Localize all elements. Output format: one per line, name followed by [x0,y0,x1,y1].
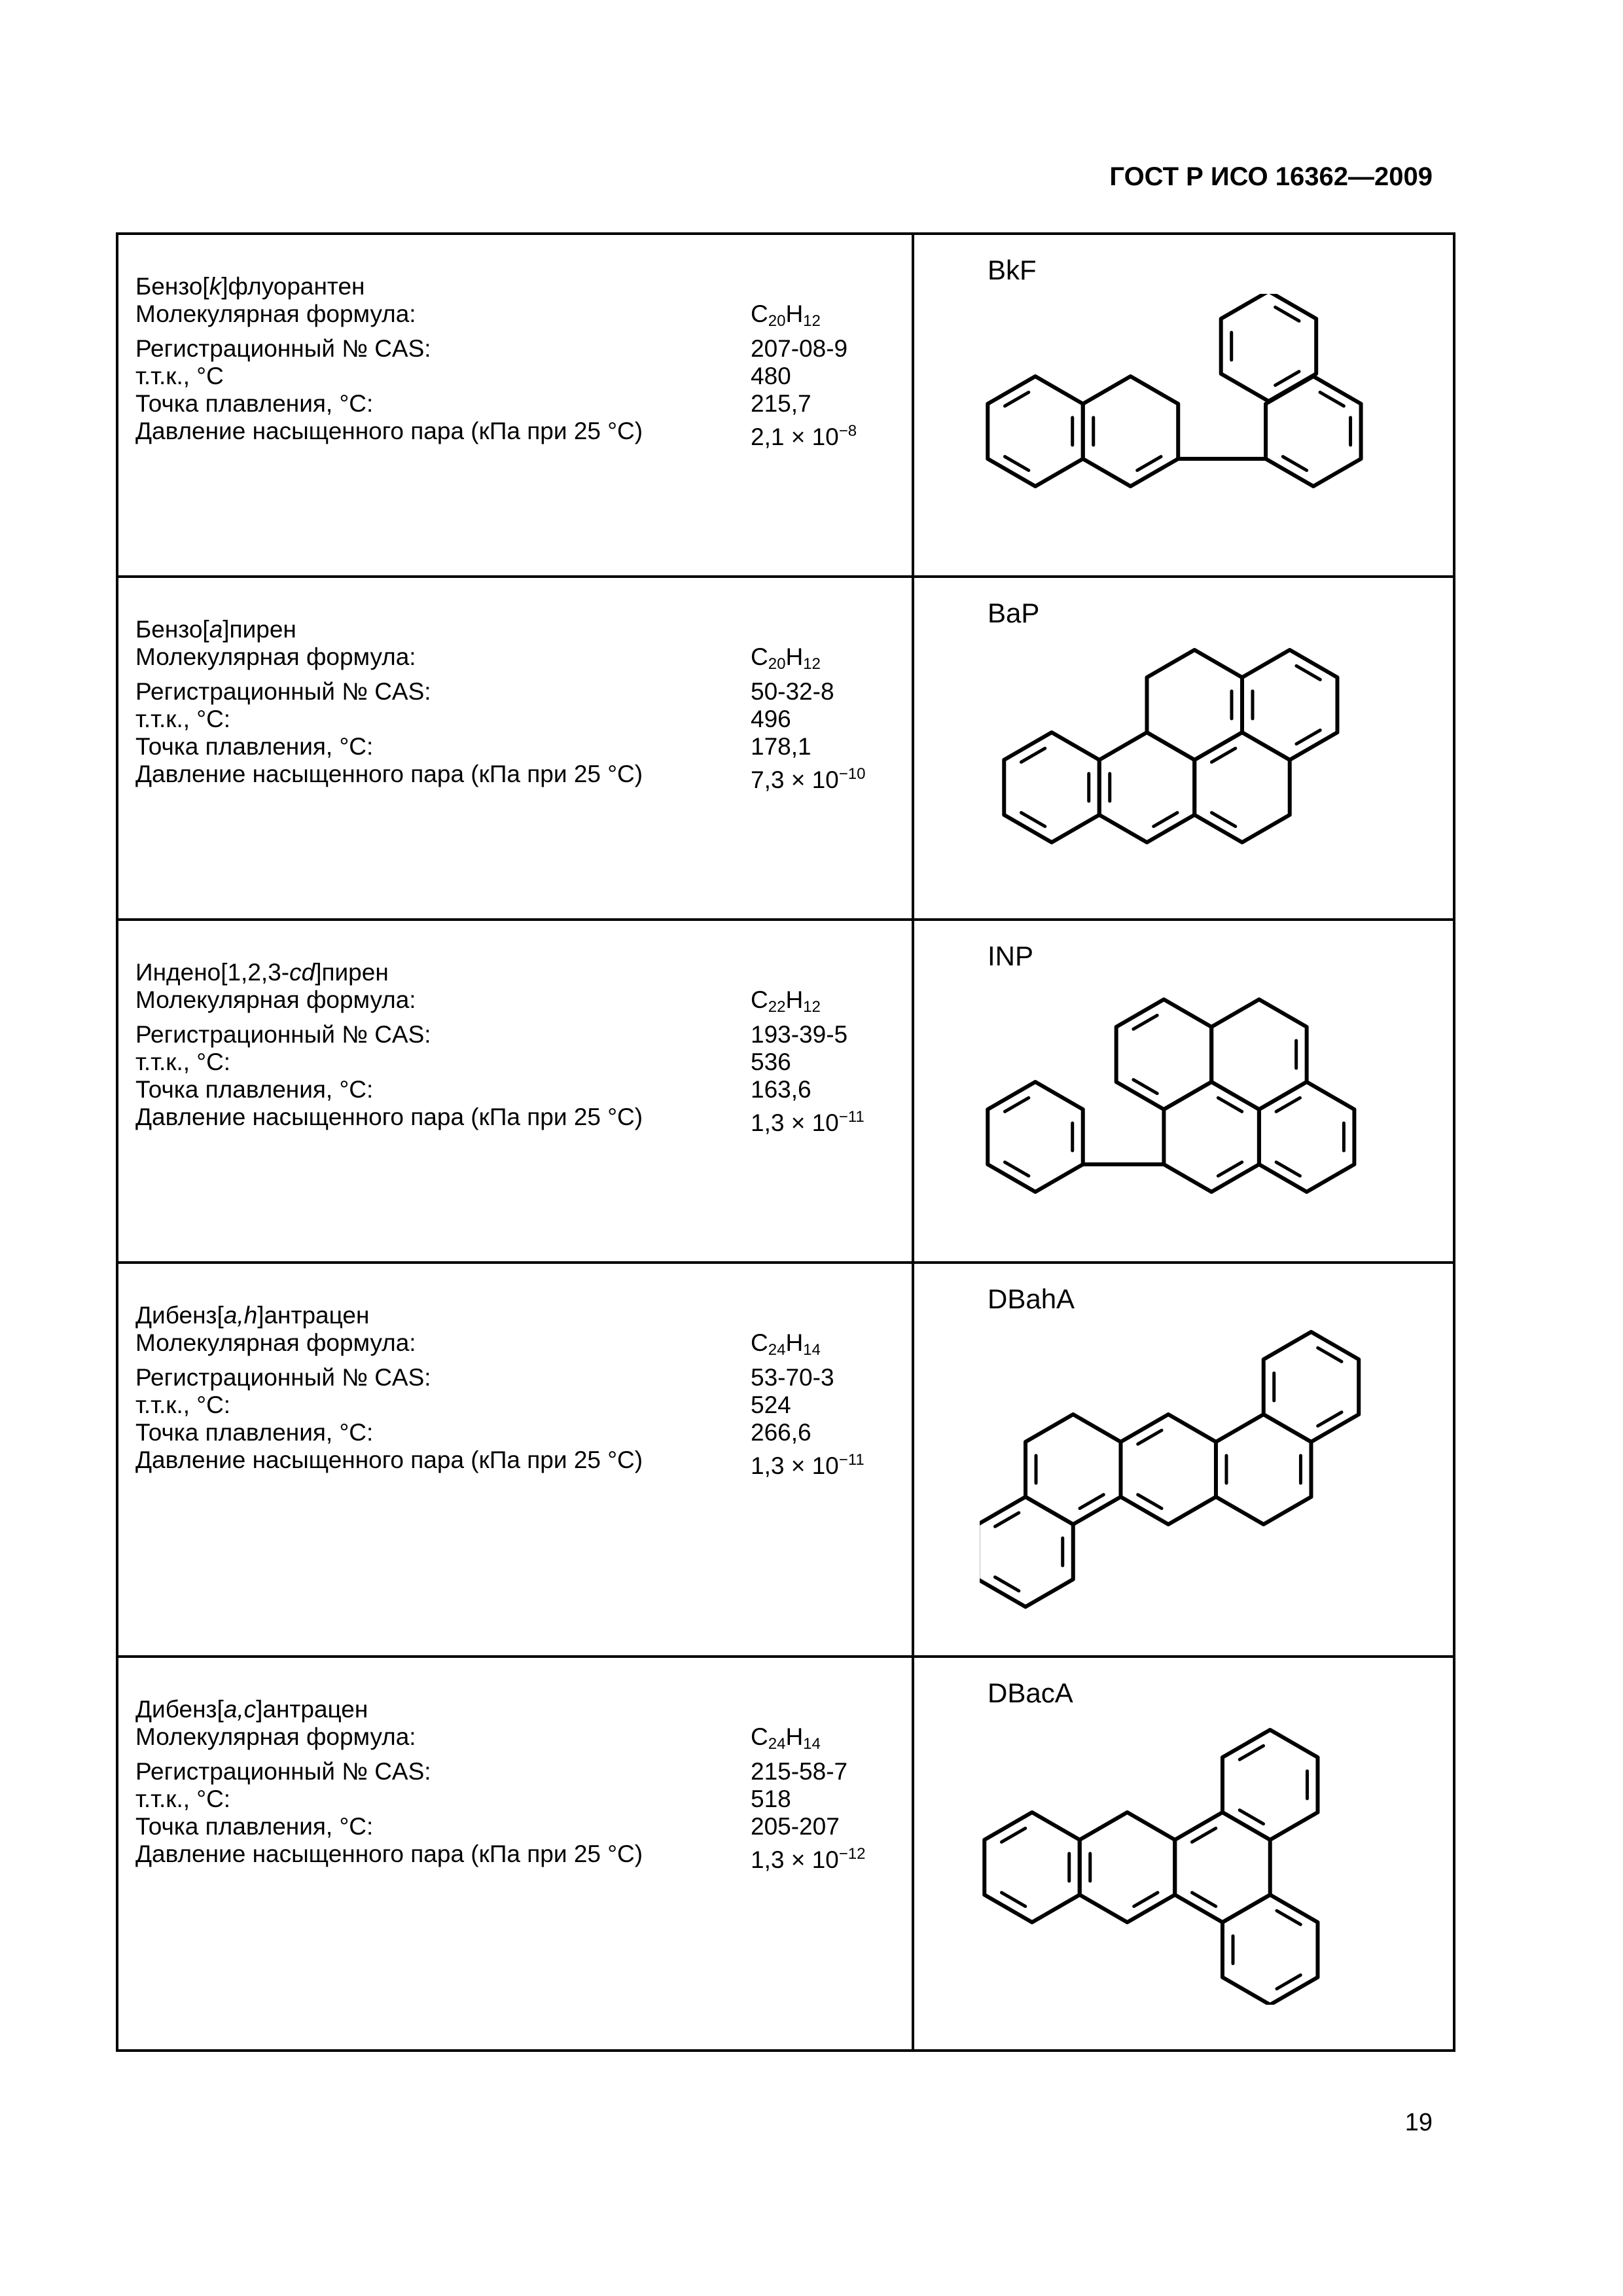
benzene-ring [1004,732,1099,842]
compound-row [117,1263,1454,1657]
melting-point-value: 178,1 [751,733,812,760]
benzene-ring [984,1812,1079,1922]
cas-label: Регистрационный № CAS: [135,335,431,362]
double-bond [1154,813,1177,827]
melting-point-label: Точка плавления, °С: [135,1419,374,1446]
compound-name: Дибенз[a,c]антрацен [135,1696,368,1723]
double-bond [1001,1828,1025,1842]
compound-row [117,920,1454,1263]
benzene-ring [1175,1812,1270,1922]
double-bond [995,1577,1018,1591]
vapor-pressure-label: Давление насыщенного пара (кПа при 25 °С) [135,1103,643,1130]
molecule-structure [980,1323,1451,1611]
formula-label: Молекулярная формула: [135,986,416,1013]
compound-name: Дибенз[a,h]антрацен [135,1302,370,1329]
formula-value: $C_{20}H_{12}$ [751,300,821,330]
benzene-ring [1147,650,1241,760]
formula-value: $C_{24}H_{14}$ [751,1329,821,1359]
structure-cell [913,920,1454,1263]
double-bond [1133,1015,1157,1029]
properties-cell [117,920,913,1263]
melting-point-label: Точка плавления, °С: [135,1813,374,1840]
compound-name: Индено[1,2,3-cd]пирен [135,959,389,986]
benzene-ring [1211,999,1306,1109]
double-bond [1005,457,1028,471]
boiling-point-value: 496 [751,706,791,732]
properties-cell [117,234,913,577]
formula-value: $C_{22}H_{12}$ [751,986,821,1016]
cas-label: Регистрационный № CAS: [135,1021,431,1048]
benzene-ring [1099,732,1194,842]
benzene-ring [1264,1332,1359,1442]
double-bond [1318,1412,1342,1426]
structure-cell [913,577,1454,920]
double-bond [1134,1893,1158,1907]
cas-label: Регистрационный № CAS: [135,678,431,705]
double-bond [1021,748,1044,762]
boiling-point-label: т.т.к., °С: [135,1049,231,1075]
vapor-pressure-value: $1,3 \times 10^{-12}$ [751,1845,866,1873]
double-bond [1320,392,1344,406]
double-bond [1001,1893,1025,1907]
benzene-ring [1222,1895,1317,2005]
melting-point-value: 205-207 [751,1813,840,1840]
compound-abbreviation: BkF [988,255,1037,285]
compound-abbreviation: INP [988,941,1034,971]
double-bond [1296,730,1320,744]
benzene-ring [1194,732,1289,842]
cas-label: Регистрационный № CAS: [135,1364,431,1391]
molecule-structure [980,637,1438,859]
double-bond [1005,1162,1028,1176]
double-bond [1276,1162,1300,1176]
vapor-pressure-label: Давление насыщенного пара (кПа при 25 °С) [135,761,643,787]
compounds-table [116,232,1455,2052]
benzene-ring [1242,650,1337,760]
molecule-structure [980,980,1451,1202]
melting-point-label: Точка плавления, °С: [135,390,374,417]
double-bond [1211,813,1235,827]
molecule-structure [980,1717,1451,2005]
vapor-pressure-value: $7,3 \times 10^{-10}$ [751,765,866,793]
melting-point-label: Точка плавления, °С: [135,1076,374,1103]
boiling-point-label: т.т.к., °С: [135,1391,231,1418]
melting-point-value: 163,6 [751,1076,812,1103]
formula-label: Молекулярная формула: [135,300,416,327]
boiling-point-value: 480 [751,363,791,389]
benzene-ring [988,376,1082,486]
benzene-ring [1116,999,1211,1109]
compound-row [117,1657,1454,2051]
double-bond [1276,1098,1300,1111]
cas-value: 207-08-9 [751,335,848,362]
boiling-point-label: т.т.к., °С: [135,1785,231,1812]
boiling-point-label: т.т.к., °С: [135,706,231,732]
benzene-ring [1080,1812,1175,1922]
melting-point-value: 266,6 [751,1419,812,1446]
cas-value: 50-32-8 [751,678,834,705]
cas-value: 215-58-7 [751,1758,848,1785]
boiling-point-value: 524 [751,1391,791,1418]
benzene-ring [1026,1414,1120,1524]
benzene-ring [988,1082,1082,1192]
double-bond [1240,1810,1263,1824]
properties-cell [117,1263,913,1657]
compound-name: Бензо[k]флуорантен [135,273,365,300]
vapor-pressure-value: $1,3 \times 10^{-11}$ [751,1108,865,1136]
melting-point-value: 215,7 [751,390,812,417]
compound-row [117,577,1454,920]
double-bond [1277,1975,1300,1989]
double-bond [1192,1893,1215,1907]
vapor-pressure-value: $2,1 \times 10^{-8}$ [751,422,857,450]
properties-cell [117,1657,913,2051]
double-bond [1138,1430,1162,1444]
structure-cell [913,1263,1454,1657]
boiling-point-value: 536 [751,1049,791,1075]
structure-cell [913,1657,1454,2051]
double-bond [1192,1828,1215,1842]
compound-abbreviation: DBahA [988,1283,1075,1314]
cas-label: Регистрационный № CAS: [135,1758,431,1785]
double-bond [1005,1098,1028,1111]
compound-name: Бензо[а]пирен [135,616,296,643]
double-bond [1137,457,1161,471]
double-bond [1211,748,1235,762]
formula-label: Молекулярная формула: [135,1723,416,1750]
cas-value: 53-70-3 [751,1364,834,1391]
benzene-ring [1164,1082,1258,1192]
double-bond [1240,1746,1263,1759]
double-bond [1138,1495,1162,1509]
double-bond [1021,813,1044,827]
formula-label: Молекулярная формула: [135,643,416,670]
molecule-structure [980,294,1438,516]
double-bond [1296,666,1320,679]
document-header: ГОСТ Р ИСО 16362—2009 [1109,162,1433,191]
cas-value: 193-39-5 [751,1021,848,1048]
benzene-ring [1083,376,1178,486]
properties-cell [117,577,913,920]
double-bond [1218,1098,1241,1111]
formula-label: Молекулярная формула: [135,1329,416,1356]
double-bond [1005,392,1028,406]
vapor-pressure-value: $1,3 \times 10^{-11}$ [751,1451,865,1479]
double-bond [1133,1080,1157,1094]
benzene-ring [1216,1414,1311,1524]
boiling-point-value: 518 [751,1785,791,1812]
vapor-pressure-label: Давление насыщенного пара (кПа при 25 °С) [135,1446,643,1473]
structure-cell [913,234,1454,577]
double-bond [1275,372,1299,386]
double-bond [995,1513,1018,1526]
formula-value: $C_{20}H_{12}$ [751,643,821,673]
double-bond [1218,1162,1241,1176]
compound-abbreviation: BaP [988,598,1040,628]
compound-row [117,234,1454,577]
vapor-pressure-label: Давление насыщенного пара (кПа при 25 °С) [135,1840,643,1867]
double-bond [1277,1910,1300,1924]
double-bond [1318,1348,1342,1361]
vapor-pressure-label: Давление насыщенного пара (кПа при 25 °С) [135,418,643,444]
formula-value: $C_{24}H_{14}$ [751,1723,821,1753]
compound-abbreviation: DBacA [988,1677,1073,1708]
benzene-ring [1120,1414,1215,1524]
double-bond [1283,457,1306,471]
boiling-point-label: т.т.к., °С [135,363,224,389]
benzene-ring [1259,1082,1354,1192]
benzene-ring [980,1497,1073,1607]
melting-point-label: Точка плавления, °С: [135,733,374,760]
benzene-ring [1222,1730,1317,1840]
page-number: 19 [1404,2109,1433,2136]
double-bond [1275,307,1299,321]
double-bond [1080,1495,1103,1509]
